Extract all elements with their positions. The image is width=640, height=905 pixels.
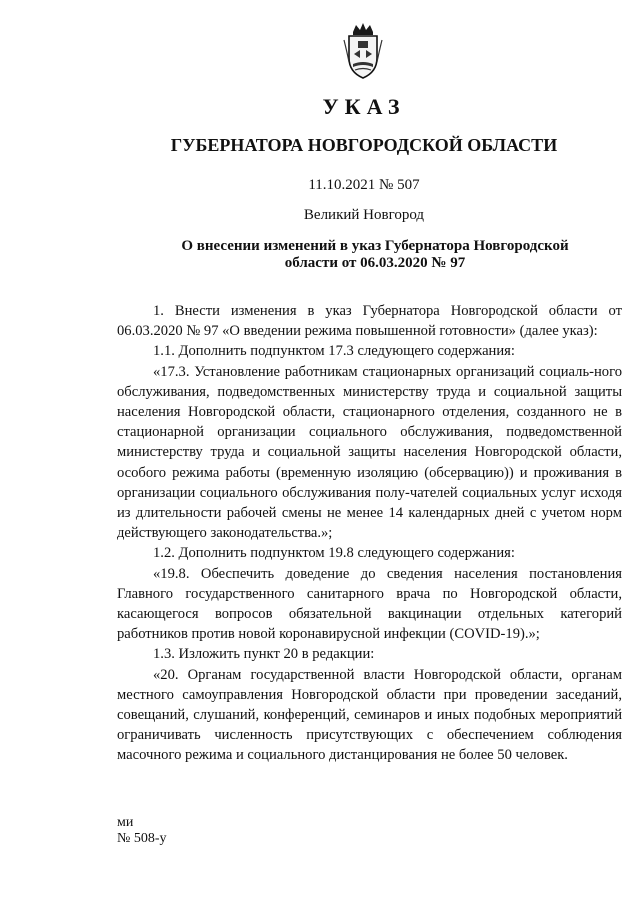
- decree-heading-line-2: области от 06.03.2020 № 97: [284, 255, 466, 271]
- paragraph-1-1: 1.1. Дополнить подпунктом 17.3 следующего содержания:: [153, 343, 515, 360]
- paragraph-17-3: «17.3. Установление работникам стационарных организаций социаль-ного обслуживания, подведомственных министерству труда и социальной защиты населения Новгородской области, стационарного отделения, созданного не в стационарной организации социального обслуживания, подведомственной министерству труда и социальной защиты населения Новгородской области, особого режима работы (временную изоляцию (обсервацию)) и проживания в организации социального обслуживания полу-чателей социальных услуг исходя из длительности рабочей смены не менее 14 календарных дней с учетом норм действующего законодательства.»;: [117, 363, 622, 542]
- paragraph-1-2: 1.2. Дополнить подпунктом 19.8 следующего содержания:: [153, 545, 515, 562]
- paragraph-19-8: «19.8. Обеспечить доведение до сведения населения постановления Главного государственного санитарного врача по Новгородской области, касающегося вопросов обязательной вакцинации отдельных категорий работников против новой коронавирусной инфекции (COVID-19).»;: [117, 565, 622, 643]
- footer-number: № 508-у: [117, 831, 167, 846]
- paragraph-1-3: 1.3. Изложить пункт 20 в редакции:: [153, 646, 375, 663]
- paragraph-1: 1. Внести изменения в указ Губернатора Новгородской области от 06.03.2020 № 97 «О введении режима повышенной готовности» (далее указ):: [117, 303, 622, 340]
- decree-heading-line-1: О внесении изменений в указ Губернатора Новгородской: [181, 238, 569, 254]
- footer-note: [117, 815, 167, 847]
- decree-body: [117, 301, 622, 766]
- decree-heading: [160, 238, 590, 272]
- date-and-number: 11.10.2021 № 507: [308, 177, 420, 193]
- issuer-title: ГУБЕРНАТОРА НОВГОРОДСКОЙ ОБЛАСТИ: [170, 135, 558, 155]
- paragraph-20: «20. Органам государственной власти Новгородской области, органам местного самоуправления Новгородской области при проведении заседаний, совещаний, слушаний, конференций, семинаров и иных подобных мероприятий ограничивать численность присутствующих с обеспечением соблюдения масочного режима и социального дистанцирования не более 50 человек.: [117, 666, 622, 764]
- document-type-title: УКАЗ: [322, 94, 406, 119]
- coat-of-arms-icon: [341, 22, 385, 82]
- footer-initials: ми: [117, 815, 134, 830]
- city-name: Великий Новгород: [303, 207, 425, 223]
